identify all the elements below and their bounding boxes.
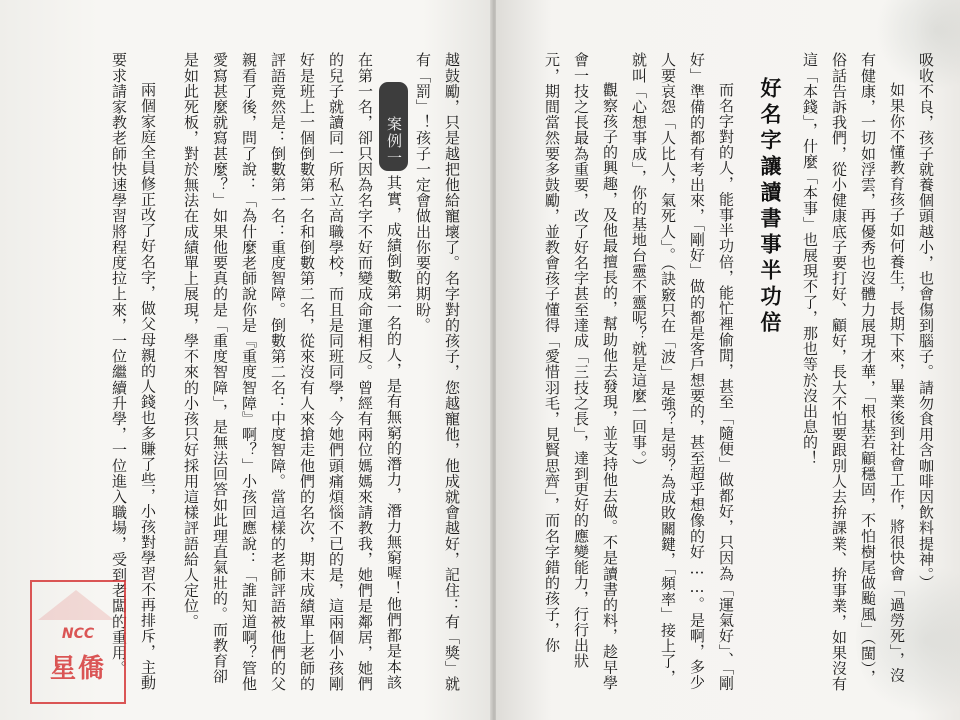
paragraph: 如果你不懂教育孩子如何養生，長期下來，畢業後到社會工作，將很快會「過勞死」，沒有健康，一切如浮雲，再優秀也沒體力展現才華，「根基若顧穩固，不怕樹尾做颱風」（閩），俗話告訴我們，從小健康底子要打好、顧好，長大不怕要跟別人去拚課業、拚事業，如果沒有這「本錢」，什麼「本事」也展現不了，那也等於沒出息的！ bbox=[801, 52, 906, 692]
right-page bbox=[496, 0, 960, 720]
paragraph: 越鼓勵，只是越把他給寵壞了。名字對的孩子，您越寵他，他成就會越好，記住：有「獎」就有「罰」！孩子一定會做出你要的期盼。 bbox=[414, 52, 461, 692]
stamp-code: NCC bbox=[61, 626, 95, 642]
stamp-roof-shape bbox=[38, 590, 114, 620]
paragraph-text: 其實，成績倒數第一名的人，是有無窮的潛力，潛力無窮喔！他們都是本該在第一名，卻只因為名字不好而變成命運相反。曾經有兩位媽媽來請教我，她們是鄰居，她們的兒子就讀同一所私立高職學校，而且是同班同學，今她們頭痛煩惱不已的是，這兩個小孩剛好是班上一個倒數第一名和倒數第二名，從來沒有人來搶走他們的名次，期末成績單上老師的評語竟然是：倒數第一名：重度智障。倒數第二名：中度智障。當這樣的老師評語被他們的父親看了後，問了說：「為什麼老師說你是『重度智障』啊？」小孩回應說：「誰知道啊？管他愛寫甚麼就寫甚麼？」如果他要真的是「重度智障」，是無法回答如此理直氣壯的。而教育卻是如此死板，對於無法在成績單上展現，學不來的小孩只好採用這樣評語給人定位。 bbox=[182, 52, 403, 692]
case-label: 案例一 bbox=[379, 82, 408, 171]
paragraph: 吸收不良，孩子就養個頭越小，也會傷到腦子。請勿食用含咖啡因飲料提神。） bbox=[917, 52, 935, 591]
paragraph: 而名字對的人，能事半功倍，能忙裡偷閒，甚至「隨便」做都好，只因為「運氣好」、「剛好」準備的都有考出來，「剛好」做的都是客戶想要的，甚至超乎想像的好……。是啊，多少人要哀怨「人比人，氣死人」。（訣竅只在「波」是強？是弱？為成敗關鍵，「頻率」接上了，就叫「心想事成」，你的基地台靈不靈呢？就是這麼一回事。） bbox=[630, 52, 735, 691]
publisher-stamp bbox=[30, 580, 126, 704]
paragraph bbox=[176, 52, 408, 692]
paragraph: 觀察孩子的興趣，及他最擅長的，幫助他去發現，並支持他去做。不是讀書的料，趁早學會一技之長最為重要，改了好名字甚至達成「三技之長」，達到更好的應變能力，行行出狀元，期間當然要多鼓勵，並教會孩子懂得「愛惜羽毛，見賢思齊」，而名字錯的孩子，你 bbox=[543, 52, 619, 691]
section-heading: 好名字讓讀書事半功倍 bbox=[758, 77, 783, 338]
right-page-text bbox=[520, 52, 940, 692]
stamp-name: 星僑 bbox=[49, 654, 106, 684]
paragraph: 兩個家庭全員修正改了好名字，做父母親的人錢也多賺了些，小孩對學習不再排斥，主動要求請家教老師快速學習將程度拉上來，一位繼續升學，一位進入職場，受到老闆的重用。 bbox=[110, 52, 157, 691]
